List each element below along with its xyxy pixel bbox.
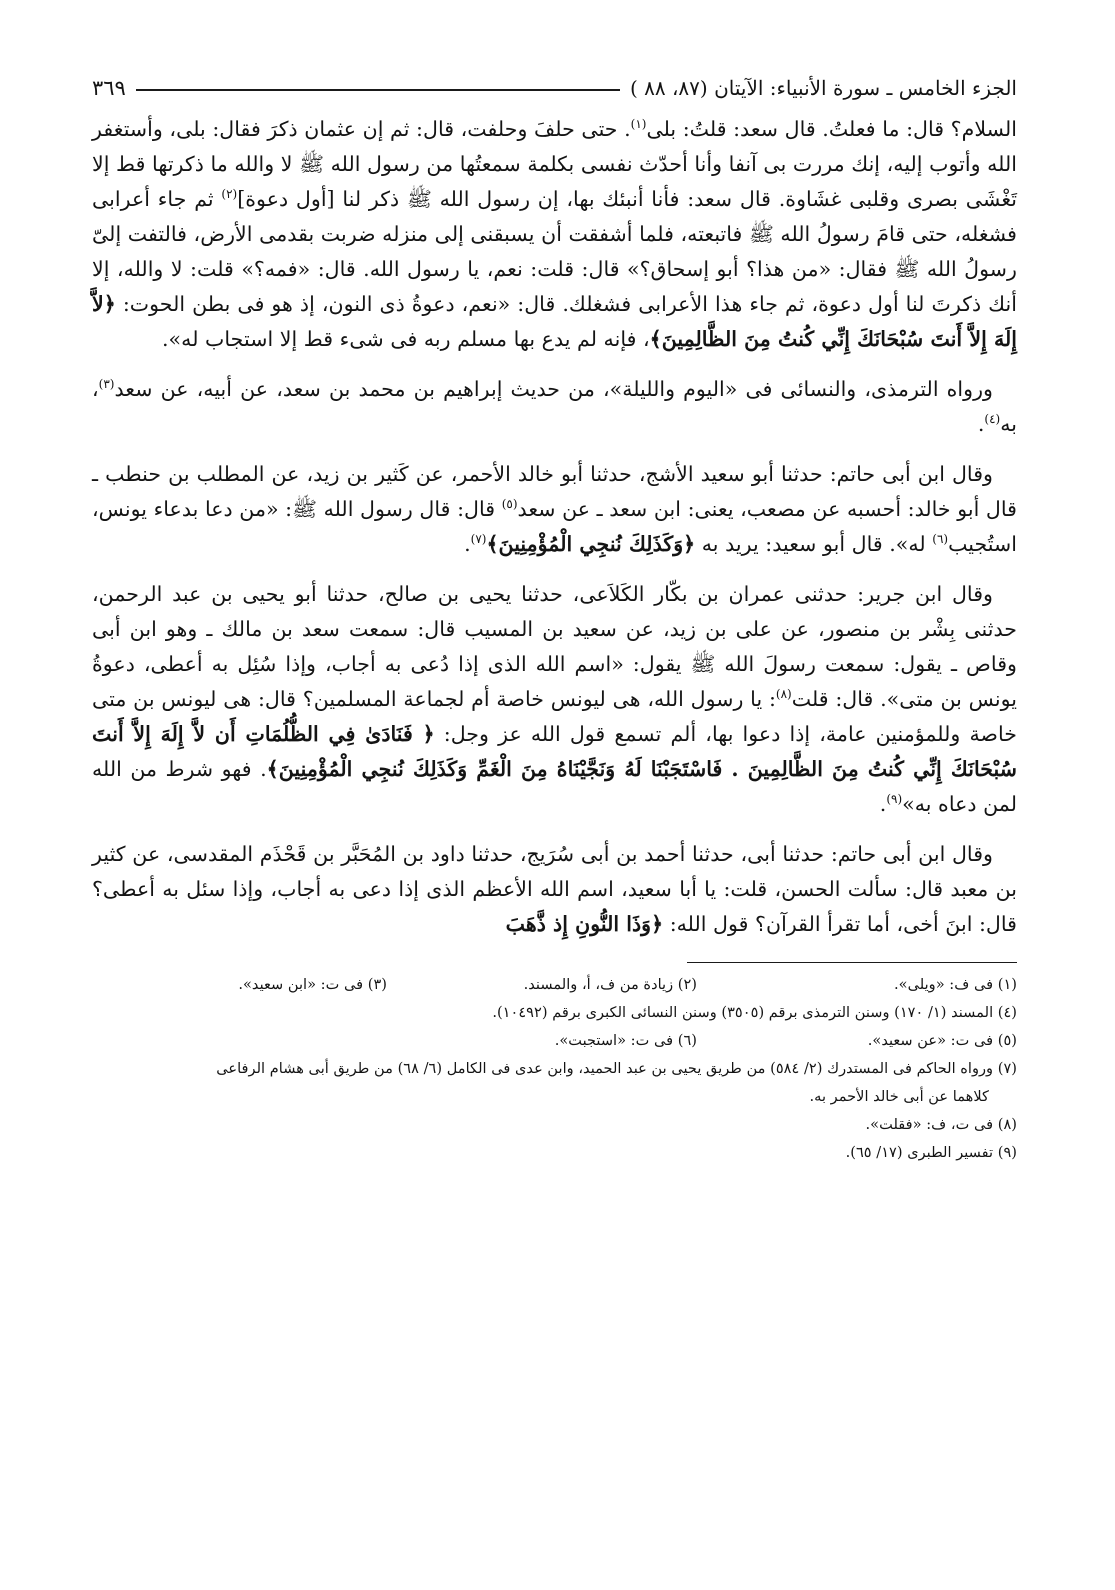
footnotes <box>92 971 1017 1167</box>
main-text <box>92 112 1017 942</box>
paragraph-2: ورواه الترمذى، والنسائى فى «اليوم والليلة»، من حديث إبراهيم بن محمد بن سعد، عن أبيه، عن سعد$^{(٣)}$، به$^{(٤)}$. <box>92 377 1017 436</box>
footnote-5: (٥) فى ت: «عن سعيد». <box>867 1032 1017 1049</box>
footnote-ref-7: (٧) <box>470 532 487 547</box>
footnote-ref-8: (٨) <box>775 687 792 702</box>
footnote-9: (٩) تفسير الطبرى (١٧/ ٦٥). <box>845 1144 1017 1161</box>
quran-verse: ﴿وَكَذَلِكَ نُنجِي الْمُؤْمِنِينَ﴾ <box>486 532 696 556</box>
footnote-7-continued: كلاهما عن أبى خالد الأحمر به. <box>809 1088 989 1105</box>
footnote-separator <box>687 962 1017 963</box>
paragraph-3: وقال ابن أبى حاتم: حدثنا أبو سعيد الأشج، حدثنا أبو خالد الأحمر، عن كَثير بن زيد، عن المطلب بن حنطب ـ قال أبو خالد: أحسبه عن مصعب، يعنى: ابن سعد ـ عن سعد$^{(٥)}$ قال: قال رسول الله ﷺ: «من دعا بدعاء يونس، استُجيب$^{(٦)}$ له». قال أبو سعيد: يريد به ﴿وَكَذَلِكَ نُنجِي الْمُؤْمِنِينَ﴾$^{(٧)}$. <box>92 462 1018 556</box>
footnote-6: (٦) فى ت: «استجبت». <box>554 1032 697 1049</box>
footnote-8: (٨) فى ت، ف: «فقلت». <box>865 1116 1017 1133</box>
footnote-row <box>92 971 1017 999</box>
header-title: الجزء الخامس ـ سورة الأنبياء: الآيتان (٨٧، ٨٨ ) <box>629 76 1017 100</box>
paragraph-1: السلام؟ قال: ما فعلتُ. قال سعد: قلتُ: بلى$^{(١)}$. حتى حلفَ وحلفت، قال: ثم إن عثمان ذكرَ فقال: بلى، وأستغفر الله وأتوب إليه، إنك مررت بى آنفا وأنا أحدّث نفسى بكلمة سمعتُها من رسول الله ﷺ لا والله ما ذكرتها قط إلا تَغْشَى بصرى وقلبى غشَاوة. قال سعد: فأنا أنبئك بها، إن رسول الله ﷺ ذكر لنا [أول دعوة]$^{(٢)}$ ثم جاء أعرابى فشغله، حتى قامَ رسولُ الله ﷺ فاتبعته، فلما أشفقت أن يسبقنى إلى منزله ضربت بقدمى الأرض، فالتفت إلىّ رسولُ الله ﷺ فقال: «من هذا؟ أبو إسحاق؟» قال: قلت: نعم، يا رسول الله. قال: «فمه؟» قلت: لا والله، إلا أنك ذكرتَ لنا أول دعوة، ثم جاء هذا الأعرابى فشغلك. قال: «نعم، دعوةُ ذى النون، إذ هو فى بطن الحوت: ﴿لاَّ إِلَهَ إِلاَّ أَنتَ سُبْحَانَكَ إِنِّي كُنتُ مِنَ الظَّالِمِينَ﴾، فإنه لم يدع بها مسلم ربه فى شىء قط إلا استجاب له». <box>92 117 1017 351</box>
footnote-ref-6: (٦) <box>932 532 949 547</box>
footnote-3: (٣) فى ت: «ابن سعيد». <box>238 976 387 993</box>
paragraph-5: وقال ابن أبى حاتم: حدثنا أبى، حدثنا أحمد بن أبى سُرَيج، حدثنا داود بن المُحَبَّر بن قَحْذَم المقدسى، عن كثير بن معبد قال: سألت الحسن، قلت: يا أبا سعيد، اسم الله الأعظم الذى إذا دعى به أجاب، وإذا سئل به أعطى؟ قال: ابنَ أخى، أما تقرأ القرآن؟ قول الله: ﴿وَذَا النُّونِ إِذ ذَّهَبَ <box>92 842 1017 936</box>
footnote-ref-1: (١) <box>630 117 647 132</box>
quran-verse: ﴿ فَنَادَىٰ فِي الظُّلُمَاتِ أَن لاَّ إِلَهَ إِلاَّ أَنتَ سُبْحَانَكَ إِنِّي كُنتُ مِنَ الظَّالِمِينَ . فَاسْتَجَبْنَا لَهُ وَنَجَّيْنَاهُ مِنَ الْغَمِّ وَكَذَلِكَ نُنجِي الْمُؤْمِنِينَ﴾ <box>92 722 1017 781</box>
footnote-1: (١) فى ف: «ويلى». <box>894 976 1017 993</box>
footnote-ref-2: (٢) <box>221 187 238 202</box>
book-page <box>92 66 1017 1506</box>
quran-verse: ﴿لاَّ إِلَهَ إِلاَّ أَنتَ سُبْحَانَكَ إِنِّي كُنتُ مِنَ الظَّالِمِينَ﴾ <box>92 292 1017 351</box>
footnote-ref-4: (٤) <box>984 412 1001 427</box>
footnote-4: (٤) المسند (١/ ١٧٠) وسنن الترمذى برقم (٣٥٠٥) وسنن النسائى الكبرى برقم (١٠٤٩٢). <box>492 1004 1017 1021</box>
quran-verse: ﴿وَذَا النُّونِ إِذ ذَّهَبَ <box>505 912 664 936</box>
footnote-row <box>92 1027 1017 1055</box>
footnote-ref-9: (٩) <box>886 792 903 807</box>
header-rule <box>136 89 620 91</box>
running-header <box>92 66 1017 110</box>
footnote-7: (٧) ورواه الحاكم فى المستدرك (٢/ ٥٨٤) من طريق يحيى بن عبد الحميد، وابن عدى فى الكامل (٦/ ٦٨) من طريق أبى هشام الرفاعى <box>216 1060 1017 1077</box>
footnote-ref-5: (٥) <box>501 497 518 512</box>
paragraph-4: وقال ابن جرير: حدثنى عمران بن بكّار الكَلاَعى، حدثنا يحيى بن صالح، حدثنا أبو يحيى بن عبد الرحمن، حدثنى بِشْر بن منصور، عن على بن زيد، عن سعيد بن المسيب قال: سمعت سعد بن مالك ـ وهو ابن أبى وقاص ـ يقول: سمعت رسولَ الله ﷺ يقول: «اسم الله الذى إذا دُعى به أجاب، وإذا سُئِل به أعطى، دعوةُ يونس بن متى». قال: قلت$^{(٨)}$: يا رسول الله، هى ليونس خاصة أم لجماعة المسلمين؟ قال: هى ليونس بن متى خاصة وللمؤمنين عامة، إذا دعوا بها، ألم تسمع قول الله عز وجل: ﴿ فَنَادَىٰ فِي الظُّلُمَاتِ أَن لاَّ إِلَهَ إِلاَّ أَنتَ سُبْحَانَكَ إِنِّي كُنتُ مِنَ الظَّالِمِينَ . فَاسْتَجَبْنَا لَهُ وَنَجَّيْنَاهُ مِنَ الْغَمِّ وَكَذَلِكَ نُنجِي الْمُؤْمِنِينَ﴾. فهو شرط من الله لمن دعاه به»$^{(٩)}$. <box>92 582 1017 816</box>
footnote-2: (٢) زيادة من ف، أ، والمسند. <box>523 976 697 993</box>
footnote-ref-3: (٣) <box>98 377 115 392</box>
page-number: ٣٦٩ <box>92 76 126 100</box>
